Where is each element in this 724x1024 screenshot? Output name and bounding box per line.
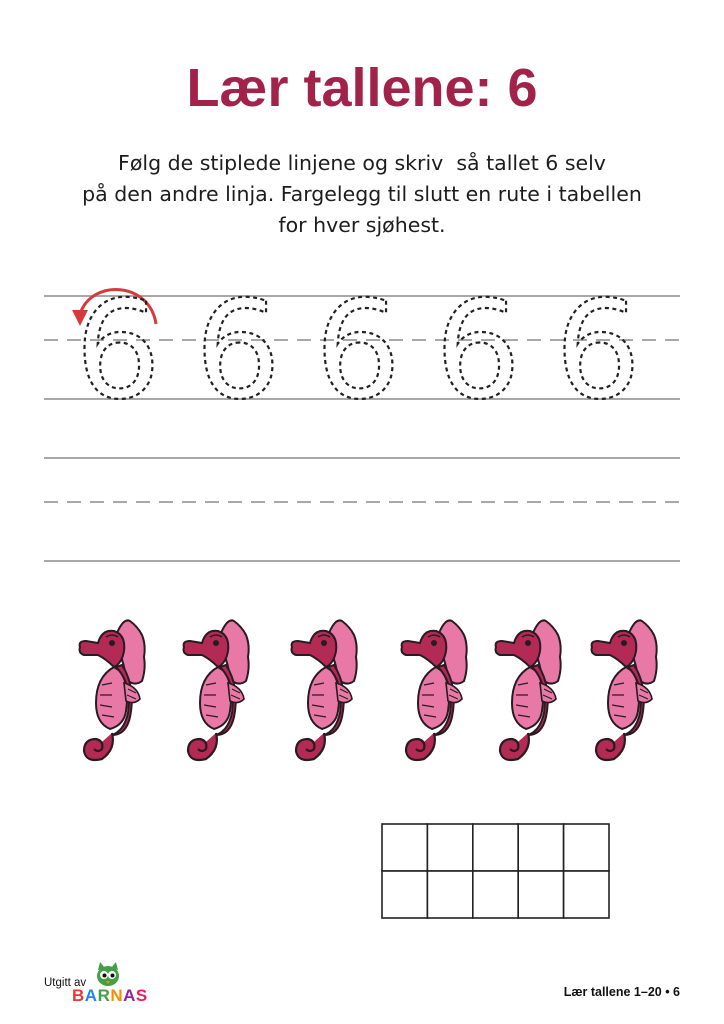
seahorse-row [0,605,724,765]
seahorse-icon [402,620,467,760]
grid-cell[interactable] [382,871,427,918]
grid-cell[interactable] [427,824,472,871]
publisher-label: Utgitt av [44,977,87,989]
brand-wordmark [72,986,148,1006]
seahorse-icon [184,620,249,760]
grid-cell[interactable] [427,871,472,918]
grid-cell[interactable] [473,824,518,871]
brand-letter: B [72,986,85,1005]
instruction-line: for hver sjøhest. [278,213,446,237]
publisher-logo [44,968,174,1008]
trace-digit[interactable]: 6 [315,280,401,429]
trace-digit[interactable]: 6 [435,280,521,429]
trace-digits [75,280,641,429]
trace-digit[interactable]: 6 [195,280,281,429]
writing-area [0,280,724,580]
grid-cell[interactable] [518,824,563,871]
grid-cell[interactable] [473,871,518,918]
tally-grid [380,822,612,922]
trace-digit[interactable]: 6 [75,280,161,429]
footer-page-label: Lær tallene 1–20 • 6 [563,985,680,999]
brand-letter: N [110,986,124,1005]
grid-cell[interactable] [564,824,609,871]
brand-letter: A [84,986,98,1005]
seahorse-icon [592,620,657,760]
seahorse-icon [80,620,145,760]
brand-letter: A [123,986,136,1005]
grid-cell[interactable] [564,871,609,918]
seahorse-icon [292,620,357,760]
instructions [20,148,704,241]
brand-letter: S [135,986,148,1005]
instruction-line: på den andre linja. Fargelegg til slutt en rute i tabellen [82,182,642,206]
trace-digit[interactable]: 6 [555,280,641,429]
seahorse-icon [496,620,561,760]
grid-cell[interactable] [518,871,563,918]
grid-cell[interactable] [382,824,427,871]
instruction-line: Følg de stiplede linjene og skriv så tallet 6 selv [118,151,606,175]
brand-letter: R [97,986,111,1005]
page-title: Lær tallene: 6 [186,58,538,118]
